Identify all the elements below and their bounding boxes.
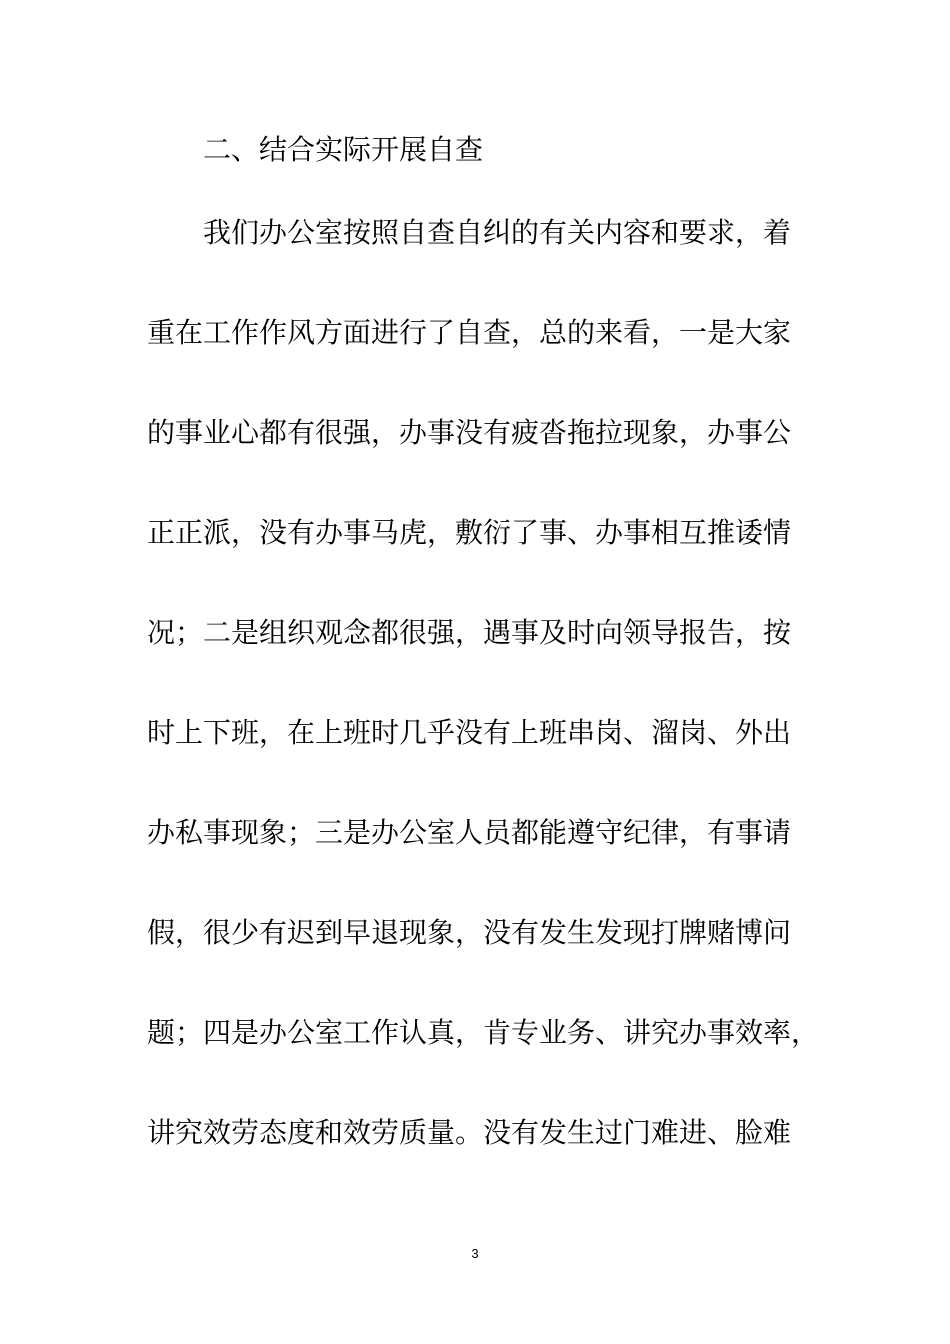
- paragraph-line: 题；四是办公室工作认真，肯专业务、讲究办事效率，: [147, 1016, 820, 1049]
- paragraph-line: 的事业心都有很强，办事没有疲沓拖拉现象，办事公: [147, 416, 792, 449]
- paragraph-line: 时上下班，在上班时几乎没有上班串岗、溜岗、外出: [147, 716, 792, 749]
- paragraph-line: 况；二是组织观念都很强，遇事及时向领导报告，按: [147, 616, 792, 649]
- paragraph-line: 正正派，没有办事马虎，敷衍了事、办事相互推诿情: [147, 516, 792, 549]
- page-number: 3: [471, 1246, 479, 1261]
- paragraph-line: 我们办公室按照自查自纠的有关内容和要求，着: [203, 216, 792, 249]
- paragraph-line: 重在工作作风方面进行了自查，总的来看，一是大家: [147, 316, 792, 349]
- section-heading: 二、结合实际开展自查: [203, 133, 484, 166]
- paragraph-line: 讲究效劳态度和效劳质量。没有发生过门难进、脸难: [147, 1116, 792, 1149]
- paragraph-line: 办私事现象；三是办公室人员都能遵守纪律，有事请: [147, 816, 792, 849]
- paragraph-line: 假，很少有迟到早退现象，没有发生发现打牌赌博问: [147, 916, 792, 949]
